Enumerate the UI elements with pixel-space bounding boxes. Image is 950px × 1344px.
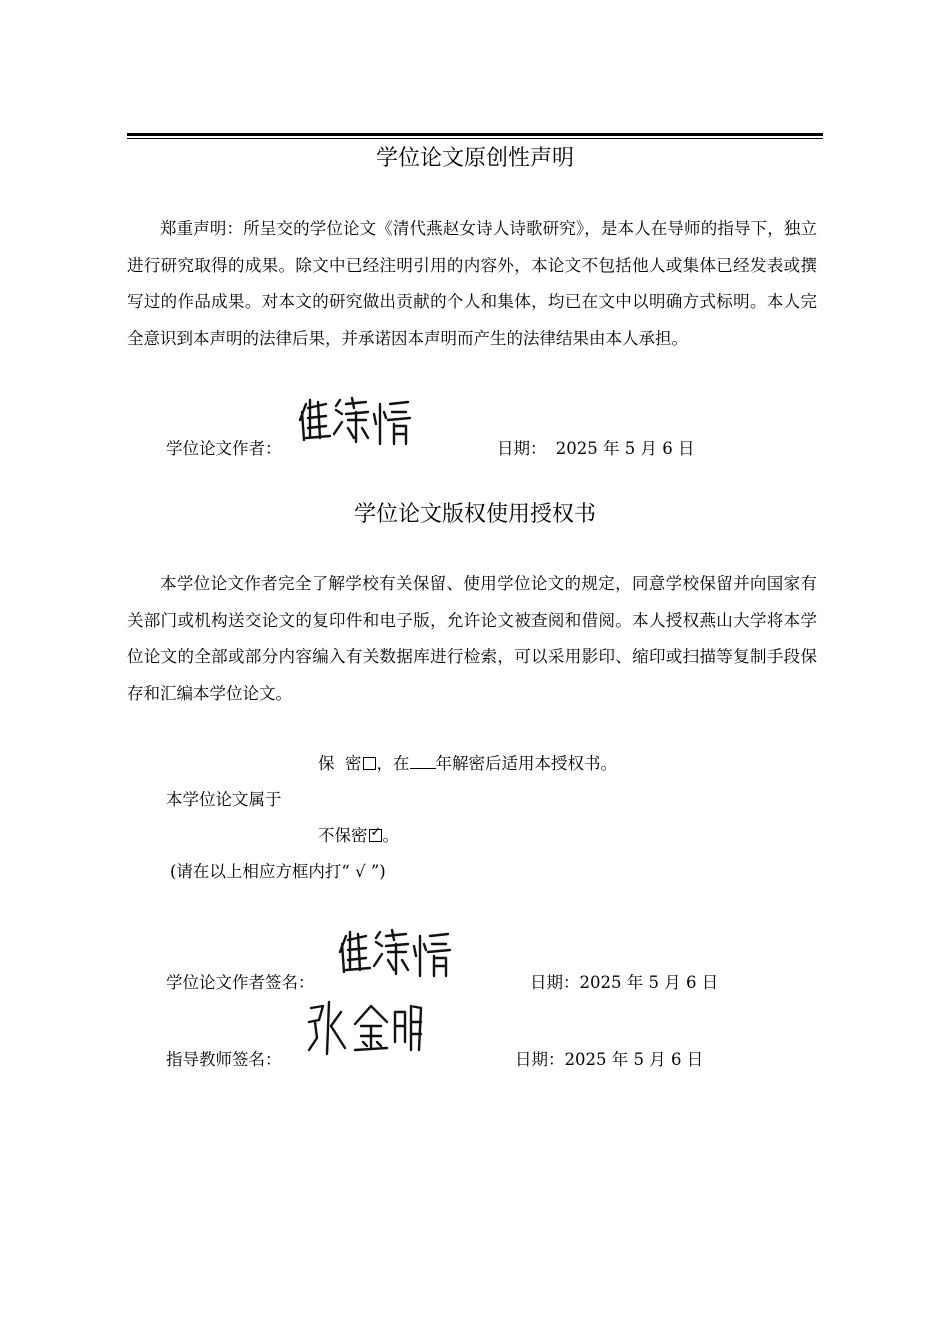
secret-checkbox[interactable] [363, 757, 376, 770]
advisor-sign-label: 指导教师签名： [166, 1050, 282, 1069]
authorization-body: 本学位论文作者完全了解学校有关保留、使用学位论文的规定，同意学校保留并向国家有关部门或机构送交论文的复印件和电子版，允许论文被查阅和借阅。本人授权燕山大学将本学位论文的全部或部分内容编入有关数据库进行检索，可以采用影印、缩印或扫描等复制手段保存和汇编本学位论文。 [127, 574, 817, 703]
nonsecret-label: 不保密 [318, 826, 368, 845]
secret-years-blank[interactable] [410, 754, 436, 769]
nonsecret-checkbox[interactable] [369, 825, 382, 842]
secret-line [318, 752, 617, 776]
top-rule [127, 133, 823, 136]
authorization-title: 学位论文版权使用授权书 [353, 502, 596, 527]
secret-mid: ，在 [376, 754, 410, 773]
author-sign-date: 日期：2025 年 5 月 6 日 [530, 973, 719, 992]
advisor-signature [305, 998, 425, 1058]
advisor-sign-date: 日期：2025 年 5 月 6 日 [515, 1050, 704, 1069]
top-rule-thin [127, 138, 823, 139]
check-icon: ✓ [370, 825, 382, 840]
declaration-date [497, 437, 694, 461]
nonsecret-line [318, 824, 399, 848]
declaration-body: 郑重声明：所呈交的学位论文《清代燕赵女诗人诗歌研究》，是本人在导师的指导下，独立进行研究取得的成果。除文中已经注明引用的内容外，本论文不包括他人或集体已经发表或撰写过的作品成果。对本文的研究做出贡献的个人和集体，均已在文中以明确方式标明。本人完全意识到本声明的法律后果，并承诺因本声明而产生的法律结果由本人承担。 [127, 219, 817, 348]
belongs-label: 本学位论文属于 [166, 790, 282, 809]
author-signature-2 [336, 926, 452, 982]
date-label: 日期： [497, 439, 547, 458]
nonsecret-suffix: 。 [382, 826, 399, 845]
secret-suffix: 年解密后适用本授权书。 [435, 754, 617, 773]
author-label: 学位论文作者： [166, 439, 282, 458]
check-hint: (请在以上相应方框内打“ √ ”) [170, 862, 386, 881]
author-sign-label: 学位论文作者签名： [166, 973, 315, 992]
date-value: 2025 年 5 月 6 日 [555, 439, 695, 458]
declaration-title: 学位论文原创性声明 [375, 146, 574, 171]
secret-label: 保 密 [318, 754, 362, 773]
author-signature-1 [296, 394, 412, 450]
